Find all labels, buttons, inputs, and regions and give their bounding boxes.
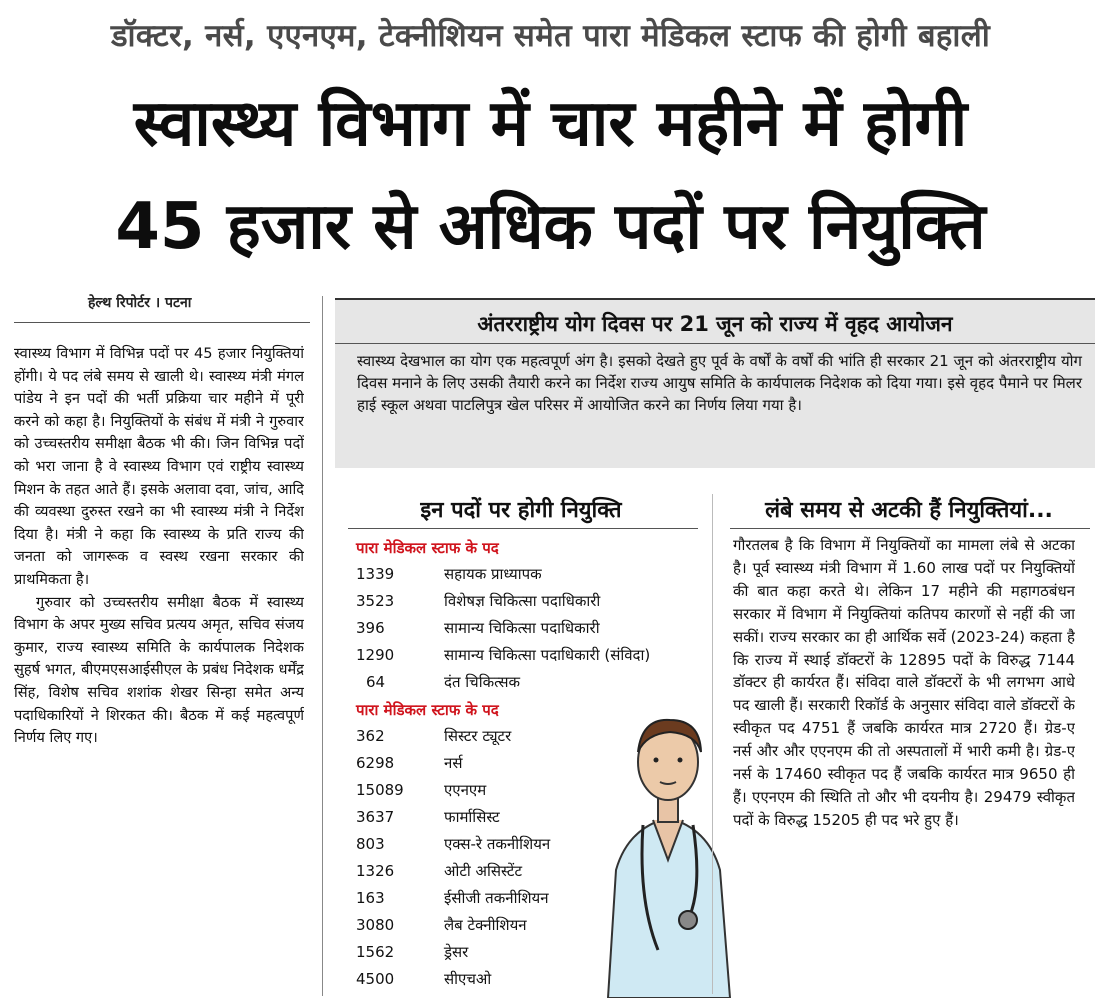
post-name: सिस्टर ट्यूटर bbox=[444, 727, 512, 745]
post-name: सीएचओ bbox=[444, 970, 492, 988]
post-count: 3523 bbox=[356, 592, 395, 610]
post-count: 163 bbox=[356, 889, 385, 907]
post-name: सामान्य चिकित्सा पदाधिकारी (संविदा) bbox=[444, 646, 651, 664]
posts-section-label: पारा मेडिकल स्टाफ के पद bbox=[356, 539, 499, 557]
post-name: एक्स-रे तकनीशियन bbox=[444, 835, 551, 853]
post-count: 1326 bbox=[356, 862, 395, 880]
post-name: एएनएम bbox=[444, 781, 487, 799]
yoga-box-title: अंतरराष्ट्रीय योग दिवस पर 21 जून को राज्य में वृहद आयोजन bbox=[477, 312, 953, 336]
byline-rule bbox=[14, 322, 310, 323]
post-count: 803 bbox=[356, 835, 385, 853]
column-divider bbox=[322, 296, 323, 996]
post-count: 1339 bbox=[356, 565, 395, 583]
post-name: ईसीजी तकनीशियन bbox=[444, 889, 549, 907]
main-story-paragraph: गुरुवार को उच्चस्तरीय समीक्षा बैठक में स्वास्थ्य विभाग के अपर मुख्य सचिव प्रत्यय अमृत, सचिव संजय कुमार, राज्य स्वास्थ्य समिति के कार्यपालक निदेशक सुहर्ष भगत, बीएमएसआईसीएल के प्रबंध निदेशक धर्मेंद्र सिंह, विशेष सचिव शशांक शेखर सिन्हा समेत अन्य पदाधिकारियों ने शिरकत की। बैठक में कई महत्वपूर्ण निर्णय लिए गए। bbox=[14, 593, 304, 747]
main-story bbox=[14, 343, 304, 993]
post-count: 1562 bbox=[356, 943, 395, 961]
headline-line-2: 45 हजार से अधिक पदों पर नियुक्ति bbox=[115, 190, 986, 264]
column-divider bbox=[712, 494, 713, 994]
post-count: 396 bbox=[356, 619, 385, 637]
stuck-box-rule bbox=[730, 528, 1090, 529]
post-name: विशेषज्ञ चिकित्सा पदाधिकारी bbox=[444, 592, 601, 610]
post-count: 3637 bbox=[356, 808, 395, 826]
post-name: सामान्य चिकित्सा पदाधिकारी bbox=[444, 619, 600, 637]
posts-box-rule bbox=[348, 528, 698, 529]
post-count: 362 bbox=[356, 727, 385, 745]
post-name: दंत चिकित्सक bbox=[444, 673, 521, 691]
stuck-box-body: गौरतलब है कि विभाग में नियुक्तियों का मामला लंबे से अटका है। पूर्व स्वास्थ्य मंत्री विभाग में 1.60 लाख पदों पर नियुक्तियों की बात कहा करते थे। लेकिन 17 महीने की महागठबंधन सरकार में विभाग में नियुक्तियां कतिपय कारणों से नहीं की जा सकीं। राज्य सरकार का ही आर्थिक सर्वे (2023-24) कहता है कि राज्य में स्थाई डॉक्टरों के 12895 पदों के विरुद्ध 7144 डॉक्टर ही कार्यरत हैं। संविदा वाले डॉक्टरों के भी लगभग आधे पद खाली हैं। सरकारी रिकॉर्ड के अनुसार संविदा वाले डॉक्टरों के स्वीकृत पद 4751 हैं जबकि कार्यरत मात्र 2720 हैं। ग्रेड-ए नर्स और और एएनएम की तो अस्पतालों में भारी कमी है। ग्रेड-ए नर्स के 17460 स्वीकृत पद हैं जबकि कार्यरत मात्र 9650 ही हैं। एएनएम की स्थिति तो और भी दयनीय है। 29479 स्वीकृत पदों के विरुद्ध 15205 ही पद भरे हुए हैं। bbox=[733, 536, 1075, 829]
post-count: 64 bbox=[366, 673, 386, 691]
post-count: 3080 bbox=[356, 916, 395, 934]
yoga-box bbox=[335, 300, 1095, 468]
post-count: 6298 bbox=[356, 754, 395, 772]
posts-box-title: इन पदों पर होगी नियुक्ति bbox=[420, 498, 622, 523]
post-count: 15089 bbox=[356, 781, 404, 799]
headline-line-1: स्वास्थ्य विभाग में चार महीने में होगी bbox=[133, 87, 968, 161]
post-name: लैब टेक्नीशियन bbox=[444, 916, 527, 934]
yoga-box-title-rule bbox=[335, 343, 1095, 344]
kicker: डॉक्टर, नर्स, एएनएम, टेक्नीशियन समेत पारा मेडिकल स्टाफ की होगी बहाली bbox=[110, 18, 991, 54]
stuck-box-title: लंबे समय से अटकी हैं नियुक्तियां... bbox=[765, 498, 1053, 523]
posts-section-label: पारा मेडिकल स्टाफ के पद bbox=[356, 701, 499, 719]
post-count: 4500 bbox=[356, 970, 395, 988]
post-name: ड्रेसर bbox=[444, 943, 469, 961]
post-name: ओटी असिस्टेंट bbox=[444, 862, 522, 880]
post-count: 1290 bbox=[356, 646, 395, 664]
yoga-box-body: स्वास्थ्य देखभाल का योग एक महत्वपूर्ण अंग है। इसको देखते हुए पूर्व के वर्षों के वर्षों की भांति ही सरकार 21 जून को अंतरराष्ट्रीय योग दिवस मनाने के लिए उसकी तैयारी करने का निर्देश राज्य आयुष समिति के कार्यपालक निदेशक को दिया गया। इसे वृहद पैमाने पर मिलर हाई स्कूल अथवा पाटलिपुत्र खेल परिसर में आयोजित करने का निर्णय लिया गया है। bbox=[357, 352, 1082, 414]
byline: हेल्थ रिपोर्टर । पटना bbox=[88, 295, 192, 311]
post-name: सहायक प्राध्यापक bbox=[444, 565, 542, 583]
main-story-paragraph: स्वास्थ्य विभाग में विभिन्न पदों पर 45 हजार नियुक्तियां होंगी। ये पद लंबे समय से खाली थे। स्वास्थ्य मंत्री मंगल पांडेय ने इन पदों की भर्ती प्रक्रिया चार महीने में पूरी करने को कहा है। नियुक्तियों के संबंध में मंत्री ने गुरुवार को उच्चस्तरीय समीक्षा बैठक भी की। जिन विभिन्न पदों को भरा जाना है वे स्वास्थ्य विभाग एवं राष्ट्रीय स्वास्थ्य मिशन के तहत आते हैं। इसके अलावा दवा, जांच, आदि की व्यवस्था दुरुस्त रखने का भी स्वास्थ्य मंत्री ने निर्देश दिया है। मंत्री ने कहा कि स्वास्थ्य के प्रति राज्य की जनता को जागरूक व स्वस्थ रखना सरकार की प्राथमिकता है। bbox=[14, 345, 304, 588]
doctor-illustration bbox=[598, 700, 738, 998]
post-name: नर्स bbox=[444, 754, 463, 772]
post-name: फार्मासिस्ट bbox=[444, 808, 500, 826]
